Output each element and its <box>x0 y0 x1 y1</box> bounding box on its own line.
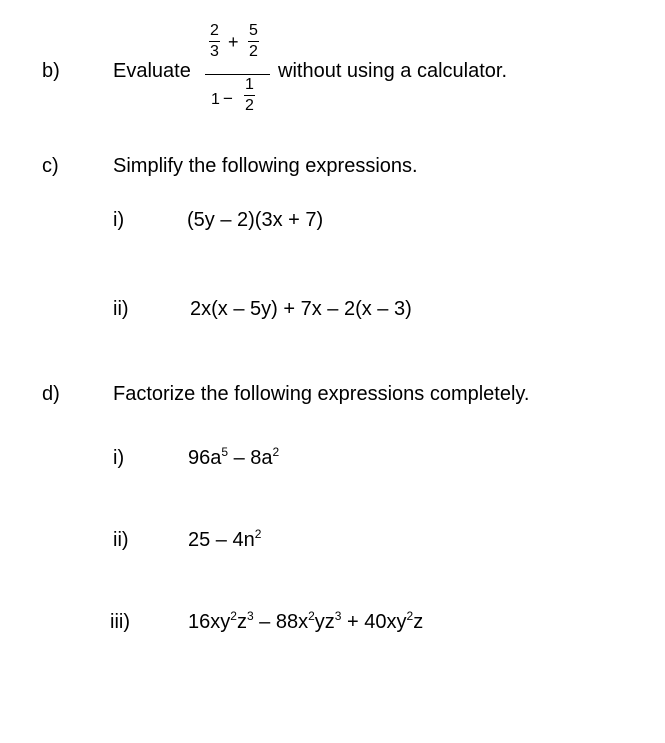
term: + 40xy <box>341 611 407 633</box>
part-d-item-label: i) <box>113 447 125 469</box>
part-d-item-label: iii) <box>110 611 130 633</box>
exponent: 5 <box>221 445 229 459</box>
minus-operator: − <box>223 89 233 108</box>
part-c-expression: (5y – 2)(3x + 7) <box>187 209 324 231</box>
part-d-expression <box>188 447 279 470</box>
part-d-label: d) <box>42 383 60 405</box>
denominator: 2 <box>249 43 258 60</box>
part-c-item-label: i) <box>113 209 125 231</box>
term: 96a <box>188 447 222 469</box>
exponent: 2 <box>308 609 315 623</box>
term: yz <box>314 611 335 633</box>
exponent: 2 <box>406 609 414 623</box>
part-d-item-label: ii) <box>113 529 129 551</box>
term: z <box>413 611 424 633</box>
part-d-instruction: Factorize the following expressions completely. <box>113 383 530 405</box>
exponent: 2 <box>272 445 280 459</box>
part-b-label: b) <box>42 60 60 82</box>
fraction-two-thirds <box>209 23 220 60</box>
fraction-one-half <box>244 77 255 114</box>
fraction-five-halves <box>248 23 259 60</box>
part-b-trailing-text: without using a calculator. <box>278 60 508 82</box>
term: z <box>236 611 247 633</box>
term: – 88x <box>253 611 309 633</box>
denominator: 2 <box>245 97 254 114</box>
main-fraction-bar <box>205 74 270 75</box>
fraction-bar <box>209 41 220 42</box>
part-c-item-label: ii) <box>113 298 129 320</box>
exponent: 2 <box>230 609 237 623</box>
plus-operator: + <box>228 32 239 52</box>
part-b-evaluate-text: Evaluate <box>113 60 191 82</box>
fraction-bar <box>244 95 255 96</box>
denominator: 3 <box>210 43 219 60</box>
exponent: 2 <box>254 527 262 541</box>
part-c-label: c) <box>42 155 59 177</box>
fraction-bar <box>248 41 259 42</box>
part-c-instruction: Simplify the following expressions. <box>113 155 418 177</box>
term: – 8a <box>228 447 273 469</box>
part-c-expression: 2x(x – 5y) + 7x – 2(x – 3) <box>190 298 412 320</box>
term: 25 – 4n <box>188 529 255 551</box>
exponent: 3 <box>246 609 254 623</box>
numerator: 1 <box>245 76 254 93</box>
part-d-expression <box>188 611 423 634</box>
exponent: 3 <box>334 609 342 623</box>
denominator-whole: 1 <box>211 91 220 108</box>
numerator: 5 <box>249 22 258 39</box>
part-d-expression <box>188 529 261 552</box>
term: 16xy <box>188 611 231 633</box>
numerator: 2 <box>210 22 219 39</box>
